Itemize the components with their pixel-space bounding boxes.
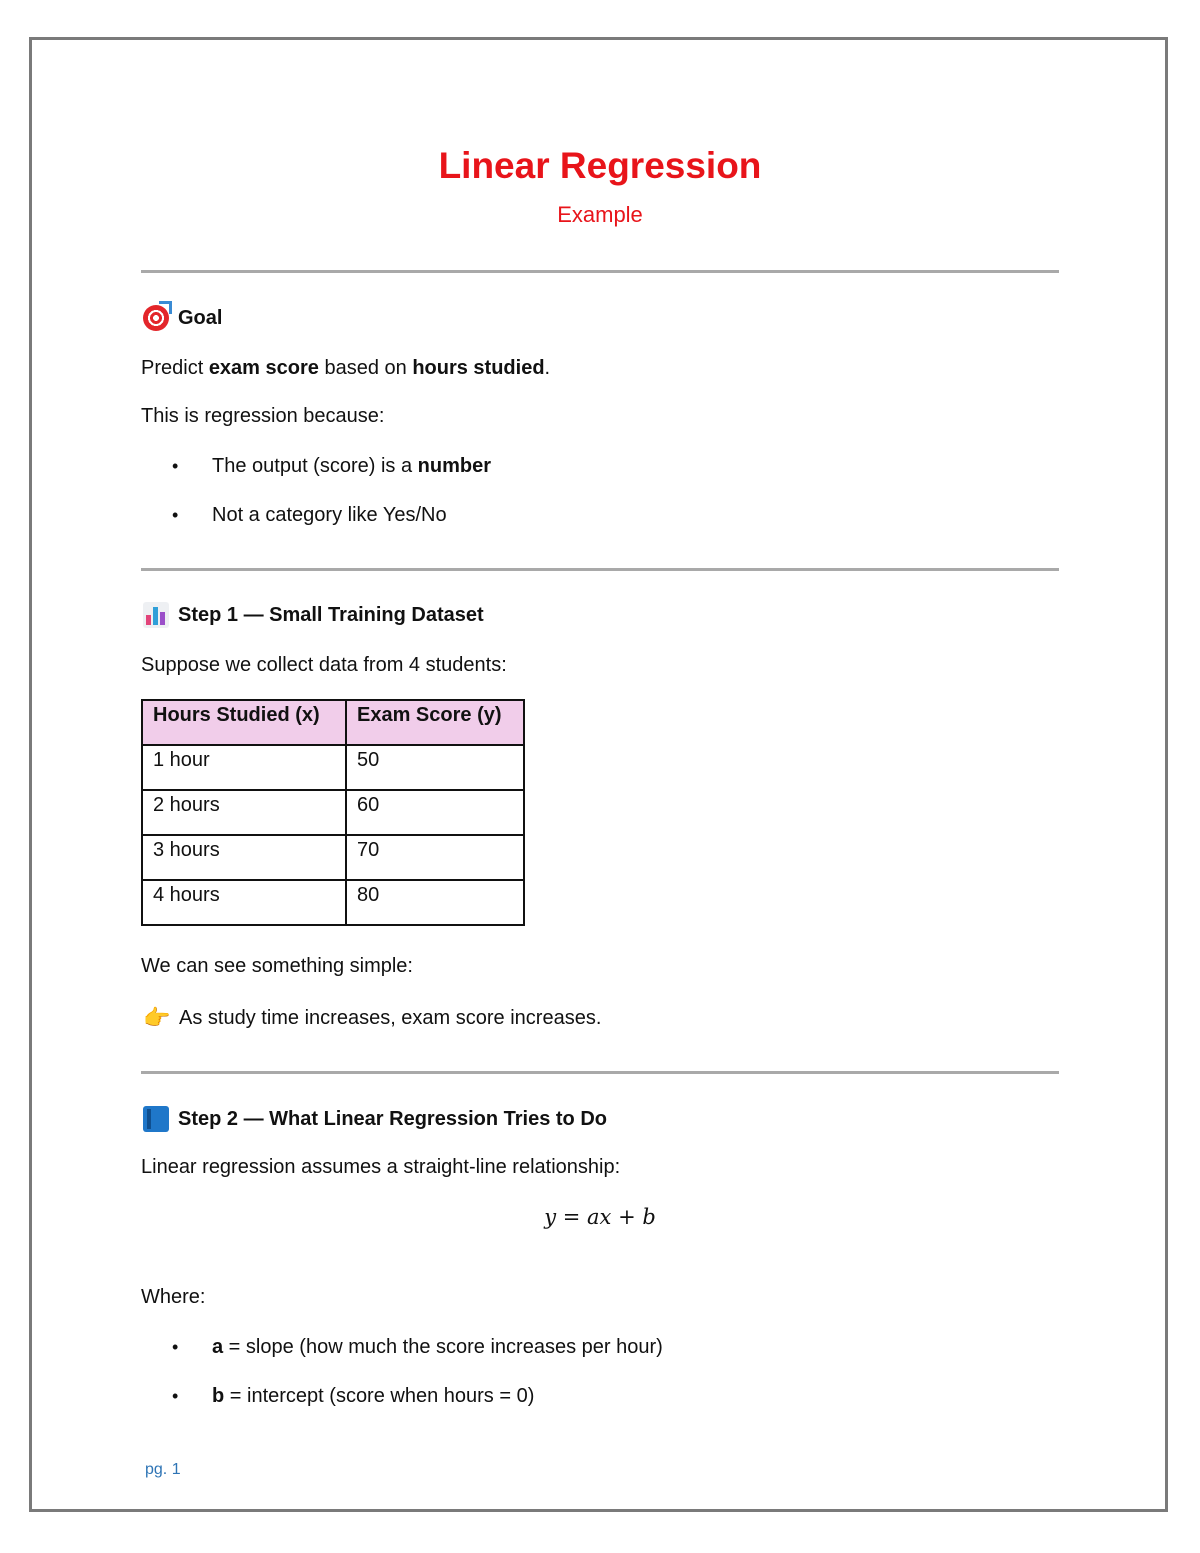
goal-bold-exam-score: exam score: [208, 357, 319, 379]
section-divider: [141, 568, 1059, 571]
table-cell: 80: [346, 880, 524, 925]
step1-observation: We can see something simple:: [141, 955, 413, 977]
step1-insight: [143, 1005, 601, 1031]
table-cell: 2 hours: [142, 790, 346, 835]
list-item: [172, 1334, 663, 1360]
table-header-row: [142, 700, 524, 745]
training-data-table: [141, 699, 525, 926]
list-item: [172, 502, 447, 528]
bar-chart-icon: [143, 602, 169, 628]
column-header: Exam Score (y): [346, 700, 524, 745]
where-label: Where:: [141, 1286, 206, 1308]
step1-intro: Suppose we collect data from 4 students:: [141, 654, 507, 676]
table-cell: 50: [346, 745, 524, 790]
chart-bar: [146, 615, 151, 625]
step1-heading-text: Step 1 — Small Training Dataset: [178, 604, 484, 626]
target-icon: [143, 305, 169, 331]
table-cell: 3 hours: [142, 835, 346, 880]
goal-statement: [141, 355, 550, 381]
section-divider: [141, 1071, 1059, 1074]
table-row: [142, 835, 524, 880]
list-item-text: Not a category like Yes/No: [212, 504, 447, 526]
section-divider: [141, 270, 1059, 273]
list-item-text: = intercept (score when hours = 0): [224, 1385, 535, 1407]
step2-intro: Linear regression assumes a straight-line relationship:: [141, 1156, 621, 1178]
list-item-bold: a: [212, 1336, 224, 1358]
list-item: [172, 453, 491, 479]
table-row: [142, 745, 524, 790]
list-item: [172, 1383, 534, 1409]
chart-bar: [153, 607, 158, 625]
step1-heading: [143, 602, 484, 628]
page-number: pg. 1: [145, 1461, 181, 1478]
document-subtitle: Example: [557, 202, 643, 227]
goal-reason-intro: This is regression because:: [141, 405, 385, 427]
insight-text: As study time increases, exam score increases.: [179, 1007, 602, 1029]
pointing-hand-icon: 👉: [143, 1005, 171, 1030]
list-item-bold: number: [417, 455, 491, 477]
list-item-text: The output (score) is a: [212, 455, 418, 477]
table-cell: 60: [346, 790, 524, 835]
list-item-bold: b: [212, 1385, 225, 1407]
goal-heading-text: Goal: [178, 307, 223, 329]
goal-text: .: [544, 357, 551, 379]
step2-heading-text: Step 2 — What Linear Regression Tries to Do: [178, 1108, 607, 1130]
table-row: [142, 880, 524, 925]
table-row: [142, 790, 524, 835]
table-cell: 1 hour: [142, 745, 346, 790]
regression-formula: 𝑦 = 𝑎𝑥 + 𝑏: [544, 1205, 656, 1229]
document-title: Linear Regression: [438, 145, 762, 186]
list-item-text: = slope (how much the score increases per hour): [223, 1336, 663, 1358]
blue-book-icon: [143, 1106, 169, 1132]
step2-heading: [143, 1106, 607, 1132]
goal-text: Predict: [141, 357, 209, 379]
bullet-dot: [172, 1383, 212, 1409]
table-cell: 70: [346, 835, 524, 880]
goal-heading: [143, 305, 222, 331]
bullet-dot: [172, 502, 212, 528]
table-cell: 4 hours: [142, 880, 346, 925]
bullet-dot: [172, 453, 212, 479]
goal-text: based on: [318, 357, 413, 379]
column-header: Hours Studied (x): [142, 700, 346, 745]
bullet-dot: [172, 1334, 212, 1360]
goal-bold-hours-studied: hours studied: [412, 357, 545, 379]
chart-bar: [160, 612, 165, 625]
